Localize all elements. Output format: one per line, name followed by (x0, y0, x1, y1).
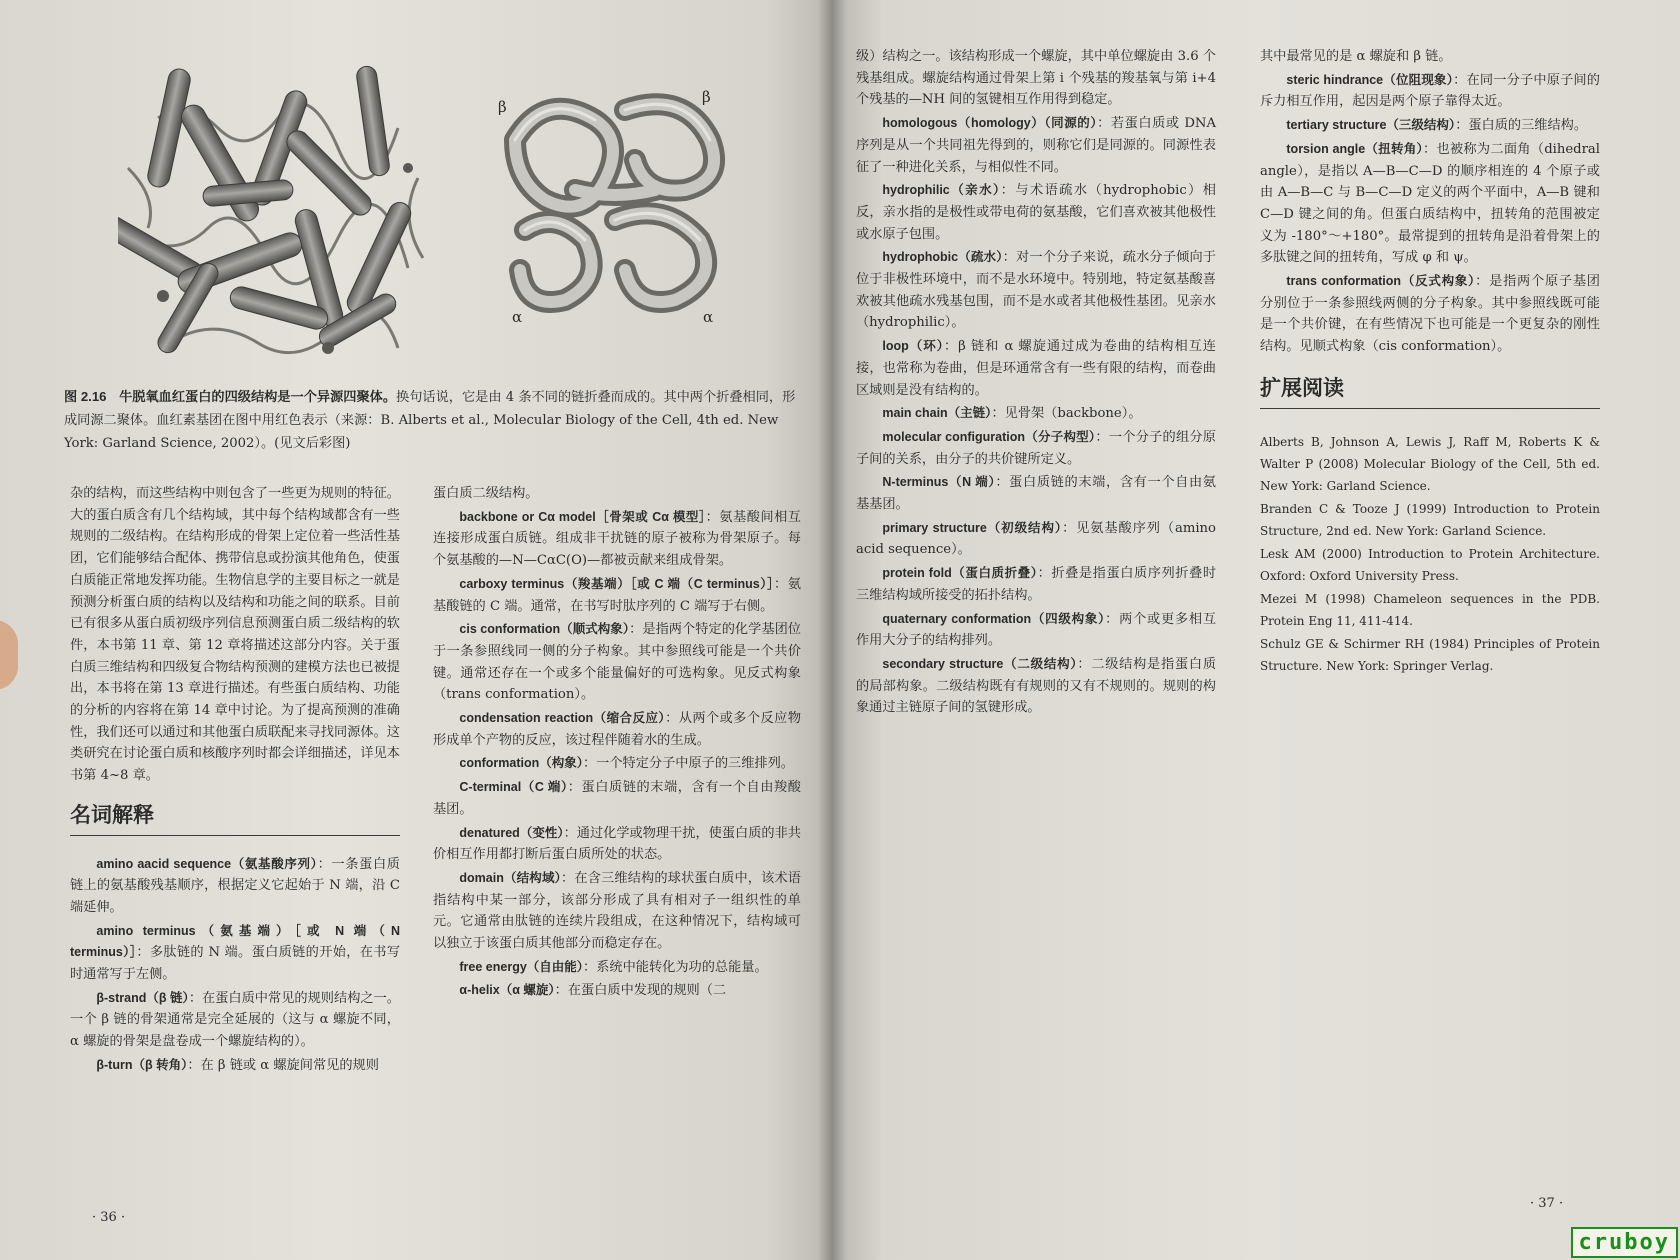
right-page (832, 0, 1680, 1260)
glossary-entry: cis conformation（顺式构象）：是指两个特定的化学基团位于一条参照线同一侧的分子构象。其中参照线可能是一个共价键。通常还存在一个或多个能量偏好的可选构象。见反式构象（trans conformation）。 (433, 622, 801, 703)
right-column-1 (856, 46, 1216, 721)
glossary-entry: loop（环）：β 链和 α 螺旋通过成为卷曲的结构相互连接，也常称为卷曲，但是环通常含有一些有限的结构，而卷曲区域则是没有结构的。 (856, 339, 1216, 398)
caption-label: 图 2.16 (64, 389, 107, 404)
glossary-entry: conformation（构象）：一个特定分子中原子的三维排列。 (459, 756, 794, 772)
reference-item: Lesk AM (2000) Introduction to Protein Architecture. Oxford: Oxford University Press. (1260, 546, 1600, 583)
reference-item: Branden C & Tooze J (1999) Introduction to Protein Structure, 2nd ed. New York: Garland Science. (1260, 501, 1600, 538)
glossary-entry: C-terminal（C 端）：蛋白质链的末端，含有一个自由羧酸基团。 (433, 780, 801, 817)
glossary-entry: amino aacid sequence（氨基酸序列）：一条蛋白质链上的氨基酸残基顺序，根据定义它起始于 N 端，沿 C 端延伸。 (70, 856, 400, 915)
col2-lead: 蛋白质二级结构。 (433, 486, 539, 501)
left-column-2 (433, 483, 801, 1004)
glossary-entry: β-strand（β 链）：在蛋白质中常见的规则结构之一。一个 β 链的骨架通常是完全延展的（这与 α 螺旋不同，α 螺旋的骨架是盘卷成一个螺旋结构的）。 (70, 990, 400, 1050)
glossary-entry: domain（结构域）：在含三维结构的球状蛋白质中，该术语指结构中某一部分，该部分形成了具有相对子一组织性的单元。它通常由肽链的连续片段组成，在这种情况下，结构域可以独立于该蛋白质其他部分而稳定存在。 (433, 870, 801, 952)
hemoglobin-cylinder-model (118, 58, 438, 368)
label-beta-left: β (498, 98, 507, 116)
left-page (0, 0, 832, 1260)
glossary-entry: β-turn（β 转角）：在 β 链或 α 螺旋间常见的规则 (96, 1057, 379, 1073)
glossary-entry: homologous（homology）（同源的）：若蛋白质或 DNA 序列是从一个共同祖先得到的，则称它们是同源的。同源性表征了一种进化关系，与相似性不同。 (856, 116, 1216, 175)
further-reading-heading: 扩展阅读 (1260, 378, 1600, 409)
glossary-entry: tertiary structure（三级结构）：蛋白质的三维结构。 (1286, 118, 1588, 134)
figure-caption (64, 385, 799, 455)
glossary-entry: molecular configuration（分子构型）：一个分子的组分原子间的关系，由分子的共价键所定义。 (856, 429, 1216, 467)
glossary-entry: condensation reaction（缩合反应）：从两个或多个反应物形成单个产物的反应，该过程伴随着水的生成。 (433, 711, 802, 748)
book-spine (818, 0, 846, 1260)
glossary-entry: main chain（主链）：见骨架（backbone）。 (882, 406, 1142, 422)
glossary-entry: protein fold（蛋白质折叠）：折叠是指蛋白质序列折叠时三维结构域所接受的拓扑结构。 (856, 566, 1217, 603)
glossary-entry: torsion angle（扭转角）：也被称为二面角（dihedral angle），是指以 A—B—C—D 的顺序相连的 4 个原子或由 A—B—C 与 B—C—D 定义的两个平面中，A—B 键和 C—D 键之间的角。但蛋白质结构中，扭转角的范围被定义为 -180°～+180°。最常提到的扭转角是沿着骨架上的多肽键之间的扭转角，写成 φ 和 ψ。 (1260, 141, 1600, 266)
label-alpha-right: α (703, 308, 714, 326)
right-column-2 (1260, 46, 1600, 678)
glossary-heading: 名词解释 (70, 805, 400, 836)
glossary-entry: trans conformation（反式构象）：是指两个原子基团分别位于一条参照线两侧的分子构象。其中参照线既可能是一个共价键，在有些情况下也可能是一个更复杂的刚性结构。见顺式构象（cis conformation）。 (1260, 274, 1600, 355)
label-beta-right: β (702, 88, 711, 106)
thumb (0, 620, 18, 690)
label-alpha-left: α (512, 308, 523, 326)
col3-lead: 级）结构之一。该结构形成一个螺旋，其中单位螺旋由 3.6 个残基组成。螺旋结构通过骨架上第 i 个残基的羧基氧与第 i+4 个残基的—NH 间的氢键相互作用得到稳定。 (856, 49, 1216, 108)
page-number-right: · 37 · (1530, 1196, 1564, 1211)
glossary-entry: hydrophilic（亲水）：与术语疏水（hydrophobic）相反，亲水指的是极性或带电荷的氨基酸，它们喜欢被其他极性或水原子包围。 (856, 183, 1216, 242)
glossary-entry: primary structure（初级结构）：见氨基酸序列（amino acid sequence）。 (856, 520, 1216, 558)
glossary-entry: backbone or Cα model［骨架或 Cα 模型］：氨基酸间相互连接形成蛋白质链。组成非干扰链的原子被称为骨架原子。每个氨基酸的—N—CαC(O)—都被贡献来组成骨架。 (433, 509, 801, 569)
glossary-entry: steric hindrance（位阻现象）：在同一分子中原子间的斥力相互作用，起因是两个原子靠得太近。 (1260, 72, 1600, 110)
glossary-entry: quaternary conformation（四级构象）：两个或更多相互作用大分子的结构排列。 (856, 611, 1217, 649)
caption-text: 换句话说，它是由 4 条不同的链折叠而成的。其中两个折叠相同，形成同源二聚体。血红素基团在图中用红色表示（来源：B. Alberts et al., Molecular Biology of the Cell, 4th ed. New York: Garland Science, 2002）。(见文后彩图) (64, 390, 796, 451)
caption-bold: 牛脱氧血红蛋白的四级结构是一个异源四聚体。 (119, 389, 397, 404)
glossary-entry: hydrophobic（疏水）：对一个分子来说，疏水分子倾向于位于非极性环境中，而不是水环境中。特别地，特定氨基酸喜欢被其他疏水残基包围，而不是水或者其他极性基团。见亲水（hydrophilic）。 (856, 250, 1216, 331)
reference-item: Schulz GE & Schirmer RH (1984) Principles of Protein Structure. New York: Springer Verlag. (1260, 636, 1600, 673)
reference-item: Alberts B, Johnson A, Lewis J, Raff M, Roberts K & Walter P (2008) Molecular Biology of the Cell, 5th ed. New York: Garland Science. (1260, 434, 1600, 493)
glossary-entry: secondary structure（二级结构）：二级结构是指蛋白质的局部构象。二级结构既有有规则的又有不规则的。规则的构象通过主链原子间的氢键形成。 (856, 656, 1217, 716)
glossary-entry: α-helix（α 螺旋）：在蛋白质中发现的规则（二 (459, 983, 727, 999)
glossary-entry: carboxy terminus（羧基端）［或 C 端（C terminus）］：氨基酸链的 C 端。通常，在书写时肽序列的 C 端写于右侧。 (433, 576, 802, 614)
glossary-entry: free energy（自由能）：系统中能转化为功的总能量。 (459, 959, 768, 975)
intro-paragraph: 杂的结构，而这些结构中则包含了一些更为规则的特征。大的蛋白质含有几个结构域，其中每个结构域都含有一些规则的二级结构。在结构形成的骨架上定位着一些活性基团，它们能够结合配体、携带信息或扮演其他角色，使蛋白质能正常地发挥功能。生物信息学的主要目标之一就是预测分析蛋白质的结构以及结构和功能之间的联系。目前已有很多从蛋白质初级序列信息预测蛋白质二级结构的软件，本书第 11 章、第 12 章将描述这部分内容。关于蛋白质三维结构和四级复合物结构预测的建模方法也已被提出，本书将在第 13 章进行描述。有些蛋白质结构、功能的分析的内容将在第 14 章中讨论。为了提高预测的准确性，我们还可以通过和其他蛋白质联配来寻找同源体。这类研究在讨论蛋白质和核酸序列时都会详细描述，详见本书第 4~8 章。 (70, 486, 400, 784)
reference-item: Mezei M (1998) Chameleon sequences in the PDB. Protein Eng 11, 411-414. (1260, 591, 1600, 628)
hemoglobin-tube-model (485, 80, 740, 325)
col4-lead: 其中最常见的是 α 螺旋和 β 链。 (1260, 49, 1452, 64)
glossary-entry: N-terminus（N 端）：蛋白质链的末端，含有一个自由氨基基团。 (856, 475, 1216, 513)
glossary-entry: amino terminus（氨基端）［或 N 端（N terminus）］：多肽链的 N 端。蛋白质链的开始，在书写时通常写于左侧。 (70, 923, 401, 983)
glossary-entry: denatured（变性）：通过化学或物理干扰，使蛋白质的非共价相互作用都打断后蛋白质所处的状态。 (433, 825, 801, 863)
watermark: cruboy (1571, 1227, 1678, 1258)
page-number-left: · 36 · (92, 1210, 126, 1225)
col1-glossary (70, 854, 400, 1077)
left-column-1 (70, 483, 400, 1079)
reference-list (1260, 431, 1600, 677)
